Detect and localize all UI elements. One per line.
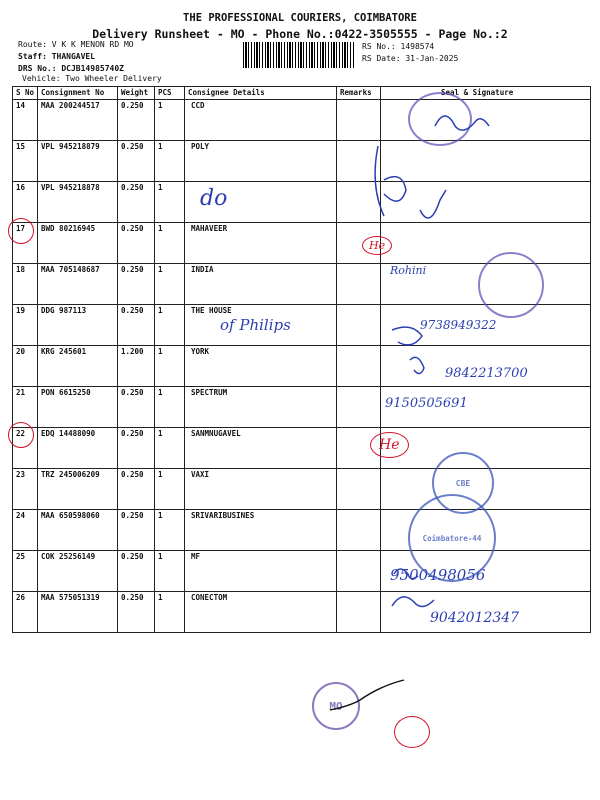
col-weight: Weight <box>118 87 155 100</box>
cell-consignment: COK 25256149 <box>38 551 118 592</box>
cell-weight: 0.250 <box>118 223 155 264</box>
cell-weight: 0.250 <box>118 428 155 469</box>
cell-weight: 1.200 <box>118 346 155 387</box>
col-consignment: Consignment No <box>38 87 118 100</box>
cell-weight: 0.250 <box>118 141 155 182</box>
staff-label: Staff: THANGAVEL <box>18 52 96 61</box>
cell-consignee: VAXI <box>185 469 337 510</box>
seal-mo-text: MO <box>329 699 343 713</box>
cell-pcs: 1 <box>155 264 185 305</box>
cell-sno: 24 <box>13 510 38 551</box>
cell-sno: 18 <box>13 264 38 305</box>
handwritten-ditto: do <box>200 186 228 211</box>
col-remarks: Remarks <box>337 87 381 100</box>
col-pcs: PCS <box>155 87 185 100</box>
seal-coimbatore-text: Coimbatore-44 <box>422 533 482 543</box>
signature-14 <box>435 116 489 130</box>
cell-weight: 0.250 <box>118 182 155 223</box>
signature-20 <box>410 357 424 373</box>
cell-consignment: BWD 80216945 <box>38 223 118 264</box>
signature-15-16 <box>375 146 406 216</box>
cell-pcs: 1 <box>155 428 185 469</box>
cell-consignment: KRG 245601 <box>38 346 118 387</box>
cell-weight: 0.250 <box>118 510 155 551</box>
cell-consignee: SANMNUGAVEL <box>185 428 337 469</box>
cell-weight: 0.250 <box>118 469 155 510</box>
drs-label: DRS No.: DCJB14985740Z <box>18 64 124 73</box>
cell-sno: 20 <box>13 346 38 387</box>
cell-consignment: EDQ 14488090 <box>38 428 118 469</box>
cell-consignment: MAA 575051319 <box>38 592 118 633</box>
handwritten-phone-1: 9738949322 <box>420 318 497 332</box>
col-sno: S No <box>13 87 38 100</box>
cell-weight: 0.250 <box>118 305 155 346</box>
cell-weight: 0.250 <box>118 387 155 428</box>
col-signature: Seal & Signature <box>381 87 591 100</box>
cell-consignee: CONECTOM <box>185 592 337 633</box>
cell-consignment: MAA 705148687 <box>38 264 118 305</box>
company-title: THE PROFESSIONAL COURIERS, COIMBATORE <box>183 12 417 24</box>
cell-pcs: 1 <box>155 551 185 592</box>
cell-pcs: 1 <box>155 100 185 141</box>
signature-25 <box>394 569 418 579</box>
cell-consignment: MAA 650598060 <box>38 510 118 551</box>
cell-sno: 26 <box>13 592 38 633</box>
cell-consignee: MAHAVEER <box>185 223 337 264</box>
cell-consignee: POLY <box>185 141 337 182</box>
cell-sno: 17 <box>13 223 38 264</box>
handwritten-phone-vk: 9150505691 <box>385 396 468 411</box>
cell-pcs: 1 <box>155 141 185 182</box>
handwritten-phone-2: 9842213700 <box>445 366 528 381</box>
cell-consignee: CCD <box>185 100 337 141</box>
cell-pcs: 1 <box>155 469 185 510</box>
cell-sno: 16 <box>13 182 38 223</box>
cell-consignment: TRZ 245006209 <box>38 469 118 510</box>
cell-consignee: SPECTRUM <box>185 387 337 428</box>
cell-sno: 22 <box>13 428 38 469</box>
handwritten-name: Rohini <box>390 264 427 277</box>
signature-19 <box>392 327 422 345</box>
signature-26 <box>392 597 434 607</box>
cell-consignee: INDIA <box>185 264 337 305</box>
cell-consignment: DDG 987113 <box>38 305 118 346</box>
cell-weight: 0.250 <box>118 592 155 633</box>
cell-weight: 0.250 <box>118 264 155 305</box>
cell-consignee: YORK <box>185 346 337 387</box>
cell-sno: 25 <box>13 551 38 592</box>
initials-stamp-22: He <box>370 432 409 458</box>
cell-sno: 15 <box>13 141 38 182</box>
cell-sno: 21 <box>13 387 38 428</box>
cell-consignment: PON 6615250 <box>38 387 118 428</box>
signature-bottom <box>330 680 404 710</box>
cell-pcs: 1 <box>155 182 185 223</box>
cell-pcs: 1 <box>155 346 185 387</box>
col-consignee: Consignee Details <box>185 87 337 100</box>
cell-sno: 14 <box>13 100 38 141</box>
initials-stamp-17: He <box>362 236 392 255</box>
runsheet-subtitle: Delivery Runsheet - MO - Phone No.:0422-3505555 - Page No.:2 <box>92 27 508 41</box>
cell-consignment: VPL 945218879 <box>38 141 118 182</box>
cell-consignee: SRIVARIBUSINES <box>185 510 337 551</box>
cell-consignee: THE HOUSE <box>185 305 337 346</box>
rs-date: RS Date: 31-Jan-2025 <box>362 54 459 63</box>
route-label: Route: V K K MENON RD MO <box>18 40 134 49</box>
handwritten-of-philips: of Philips <box>220 316 291 334</box>
signature-17 <box>420 190 446 218</box>
cell-pcs: 1 <box>155 592 185 633</box>
cell-weight: 0.250 <box>118 100 155 141</box>
cell-pcs: 1 <box>155 387 185 428</box>
cell-sno: 23 <box>13 469 38 510</box>
seal-cbe-text: CBE <box>455 478 471 488</box>
cell-pcs: 1 <box>155 510 185 551</box>
cell-sno: 19 <box>13 305 38 346</box>
cell-consignment: VPL 945218878 <box>38 182 118 223</box>
cell-consignee: MF <box>185 551 337 592</box>
cell-pcs: 1 <box>155 305 185 346</box>
cell-consignment: MAA 200244517 <box>38 100 118 141</box>
vehicle-label: Vehicle: Two Wheeler Delivery <box>22 74 162 83</box>
cell-pcs: 1 <box>155 223 185 264</box>
rs-number: RS No.: 1498574 <box>362 42 435 51</box>
handwritten-phone-3: 9500498056 <box>390 566 486 584</box>
handwritten-phone-4: 9042012347 <box>430 610 520 626</box>
cell-weight: 0.250 <box>118 551 155 592</box>
